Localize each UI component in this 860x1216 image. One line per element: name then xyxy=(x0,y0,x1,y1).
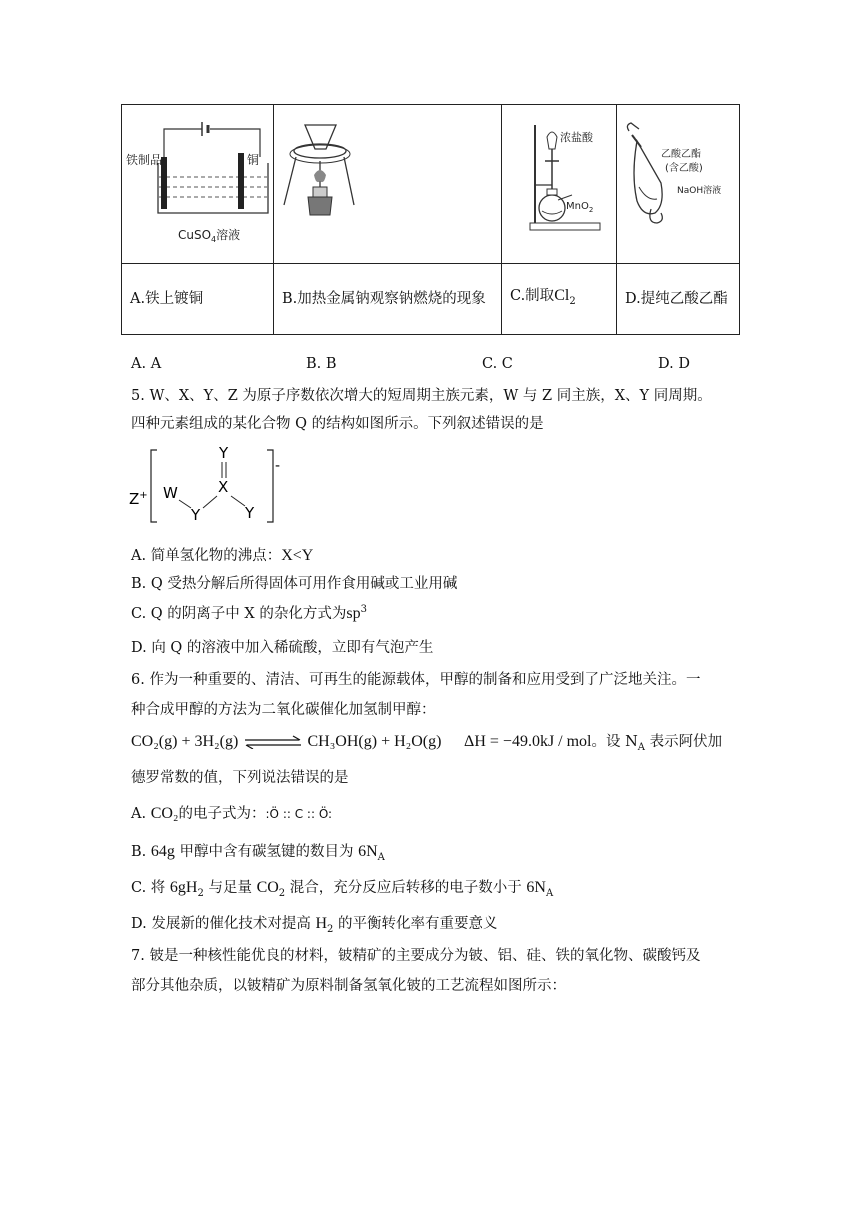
eq-reactants: CO₂(g) + 3H₂(g) xyxy=(131,733,239,750)
q5-stem-line2: 四种元素组成的某化合物 Q 的结构如图所示。下列叙述错误的是 xyxy=(131,416,544,432)
q4-option-a[interactable]: A. A xyxy=(131,356,162,372)
solution-label: CuSO$_4$溶液 xyxy=(178,228,241,244)
eq-products: CH₃OH(g) + H₂O(g) xyxy=(307,733,442,750)
y-top: Y xyxy=(219,444,229,462)
q5-option-d[interactable]: D. 向 Q 的溶液中加入稀硫酸，立即有气泡产生 xyxy=(131,640,434,656)
z-cation: Z+ xyxy=(129,490,148,508)
mno2-label: MnO$_2$ xyxy=(566,201,594,214)
acetic-acid-label: (含乙酸) xyxy=(665,163,703,174)
q5-structure-diagram xyxy=(125,440,295,530)
w-atom: W xyxy=(163,484,178,502)
q6-stem-line1: 6. 作为一种重要的、清洁、可再生的能源载体，甲醇的制备和应用受到了广泛地关注。一 xyxy=(131,672,701,688)
q6-option-b[interactable]: B. 64g 甲醇中含有碳氢键的数目为 $6N_A$ xyxy=(131,843,385,863)
cell-d-caption: D.提纯乙酸乙酯 xyxy=(617,264,740,335)
y-right: Y xyxy=(245,504,255,522)
acid-label: 浓盐酸 xyxy=(560,131,593,144)
q6-stem-line3: 德罗常数的值，下列说法错误的是 xyxy=(131,770,349,786)
cell-d-image xyxy=(617,105,740,264)
q5-option-b[interactable]: B. Q 受热分解后所得固体可用作食用碱或工业用碱 xyxy=(131,576,458,592)
q6-option-a[interactable]: A. CO₂的电子式为：:Ö :: C :: Ö: xyxy=(131,805,333,822)
y-left: Y xyxy=(191,506,201,524)
q6-option-c[interactable]: C. 将 $6gH_2$ 与足量 $CO_2$ 混合，充分反应后转移的电子数小于 $6N_A$ xyxy=(131,879,554,899)
electroplating-diagram xyxy=(122,105,273,259)
q5-stem-line1: 5. W、X、Y、Z 为原子序数依次增大的短周期主族元素，W 与 Z 同主族，X、Y 同周期。 xyxy=(131,388,712,404)
chlorine-apparatus-diagram xyxy=(502,105,616,259)
ester-label: 乙酸乙酯 xyxy=(661,149,701,160)
cell-c-image xyxy=(502,105,617,264)
q6-stem-line2: 种合成甲醇的方法为二氧化碳催化加氢制甲醇： xyxy=(131,702,436,718)
q4-option-b[interactable]: B. B xyxy=(306,356,337,372)
co2-lewis-structure: :Ö :: C :: Ö: xyxy=(265,807,333,821)
cell-b-caption: B.加热金属钠观察钠燃烧的现象 xyxy=(274,264,502,335)
sodium-heating-diagram xyxy=(274,105,501,259)
naoh-label: NaOH溶液 xyxy=(677,186,722,196)
anion-charge: - xyxy=(275,458,281,474)
q4-option-c[interactable]: C. C xyxy=(482,356,513,372)
cell-a-caption: A.铁上镀铜 xyxy=(122,264,274,335)
q5-option-c[interactable]: C. Q 的阴离子中 X 的杂化方式为$sp^3$ xyxy=(131,604,367,622)
equilibrium-arrow-icon xyxy=(243,735,303,749)
separating-funnel-diagram xyxy=(617,105,739,259)
cell-a-image xyxy=(122,105,274,264)
iron-label: 铁制品 xyxy=(126,153,163,167)
cell-c-caption: C.制取$Cl_2$ xyxy=(502,264,617,335)
q6-equation: CO₂(g) + 3H₂(g) CH₃OH(g) + H₂O(g) ΔH = −49.0kJ / mol。设 $N_A$ 表示阿伏加 xyxy=(131,733,723,753)
q6-option-d[interactable]: D. 发展新的催化技术对提高 $H_2$ 的平衡转化率有重要意义 xyxy=(131,915,498,935)
cell-b-image xyxy=(274,105,502,264)
eq-enthalpy: ΔH = −49.0kJ / mol xyxy=(464,733,592,750)
q5-option-a[interactable]: A. 简单氢化物的沸点：X<Y xyxy=(131,547,314,564)
q7-stem-line2: 部分其他杂质，以铍精矿为原料制备氢氧化铍的工艺流程如图所示： xyxy=(131,978,566,994)
copper-label: 铜 xyxy=(247,153,260,167)
apparatus-table xyxy=(121,104,740,335)
x-center: X xyxy=(218,478,229,496)
q7-stem-line1: 7. 铍是一种核性能优良的材料，铍精矿的主要成分为铍、铝、硅、铁的氧化物、碳酸钙及 xyxy=(131,948,701,964)
q4-option-d[interactable]: D. D xyxy=(658,356,690,372)
